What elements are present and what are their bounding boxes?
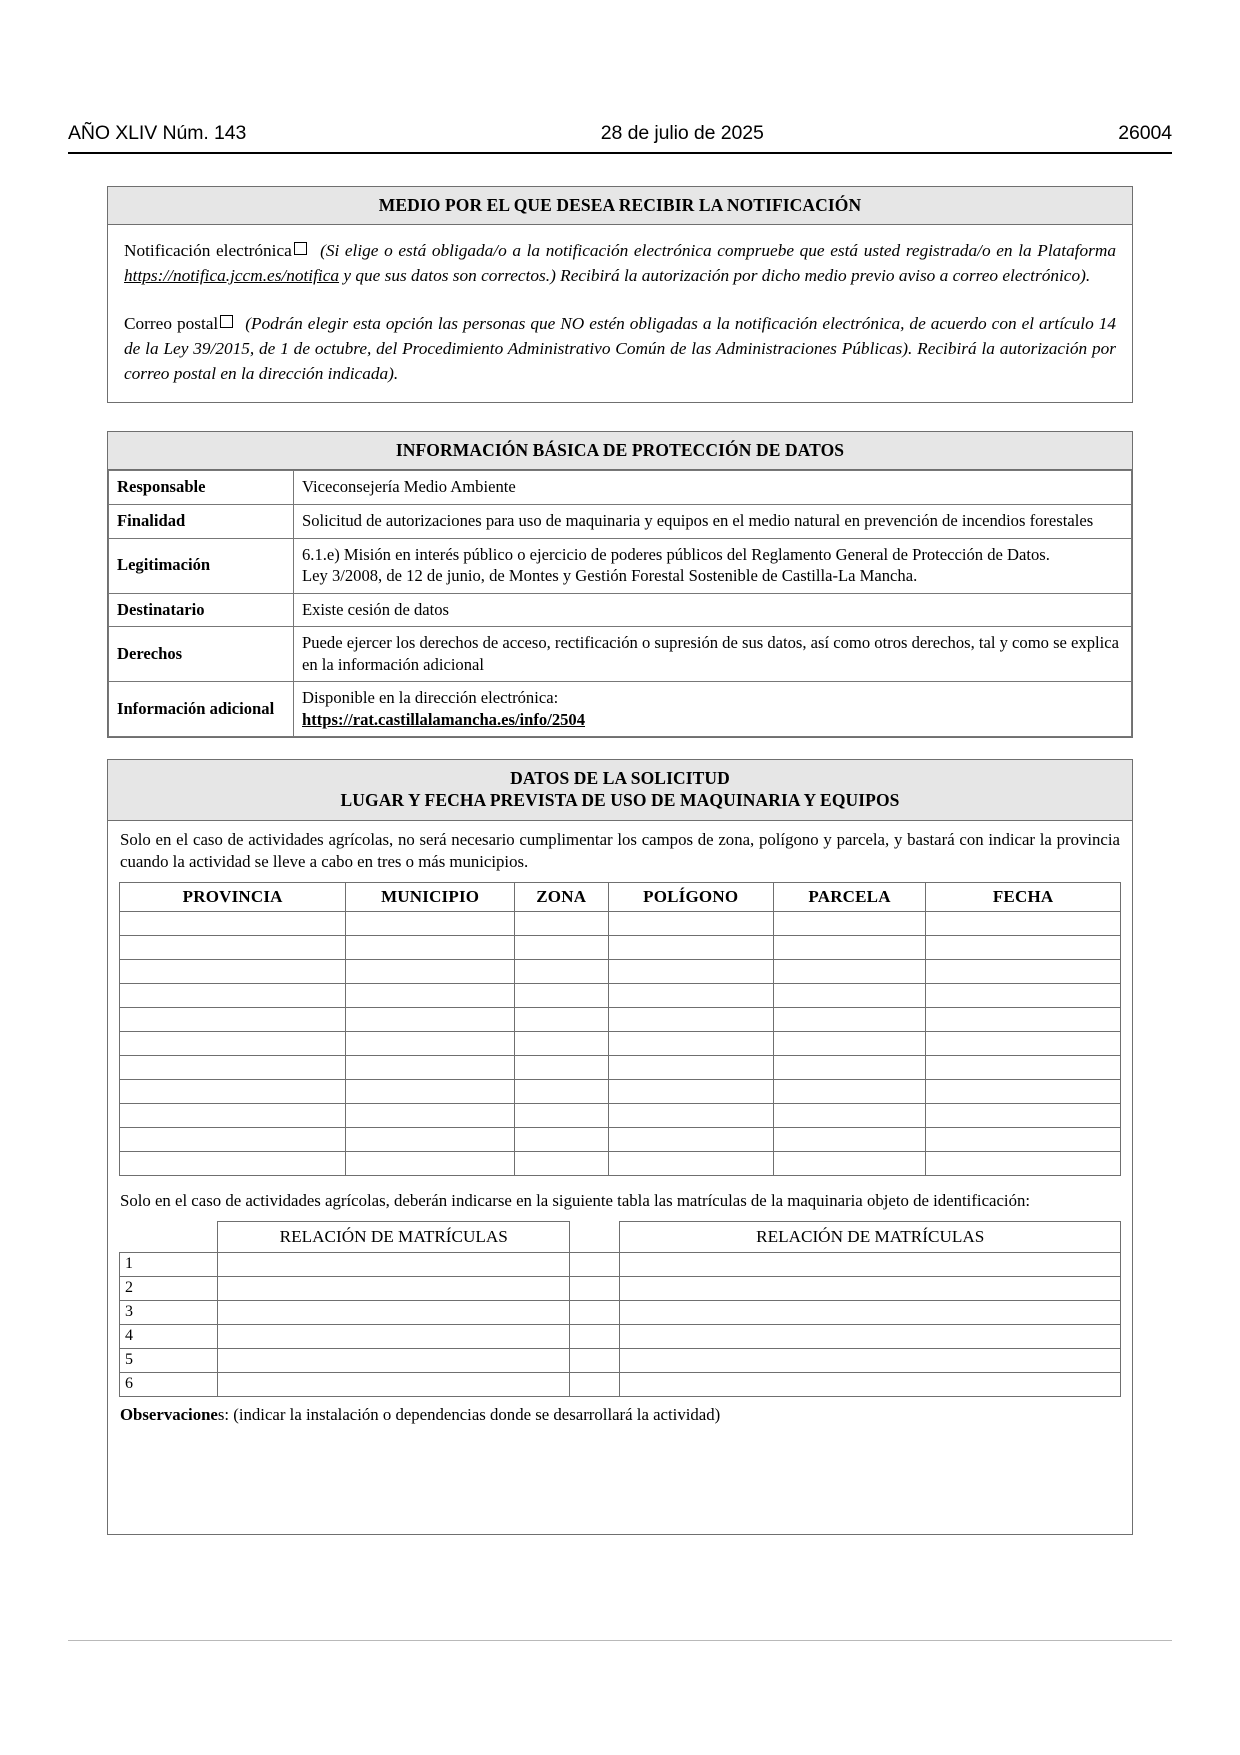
cell-fecha[interactable]	[926, 984, 1121, 1008]
cell-poligono[interactable]	[608, 984, 773, 1008]
cell-provincia[interactable]	[120, 1080, 346, 1104]
column-header-poligono: POLÍGONO	[608, 883, 773, 912]
cell-fecha[interactable]	[926, 1032, 1121, 1056]
data-protection-box	[107, 431, 1133, 738]
cell-parcela[interactable]	[773, 1104, 925, 1128]
row-key-responsable: Responsable	[109, 471, 294, 505]
cell-parcela[interactable]	[773, 936, 925, 960]
notification-option-postal	[124, 312, 1116, 386]
matricula-index-right	[570, 1276, 620, 1300]
table-row	[120, 960, 1121, 984]
notification-option-electronic	[124, 239, 1116, 288]
observaciones-label	[108, 1397, 1132, 1426]
observaciones-label-bold: Observacione	[120, 1404, 218, 1424]
table-row	[120, 1080, 1121, 1104]
agricultural-activities-note: Solo en el caso de actividades agrícolas, no será necesario cumplimentar los campos de zona, polígono y parcela, y bastará con indicar la provincia cuando la actividad se lleve a cabo en tres o más municipios.	[120, 829, 1120, 872]
table-row	[109, 593, 1132, 627]
cell-municipio[interactable]	[346, 912, 515, 936]
cell-municipio[interactable]	[346, 984, 515, 1008]
matricula-value-right[interactable]	[620, 1348, 1121, 1372]
table-row	[109, 682, 1132, 737]
cell-poligono[interactable]	[608, 1080, 773, 1104]
matricula-value-right[interactable]	[620, 1372, 1121, 1396]
value-line: Viceconsejería Medio Ambiente	[302, 477, 516, 497]
cell-parcela[interactable]	[773, 1080, 925, 1104]
matricula-index-left: 3	[120, 1300, 218, 1324]
request-data-title	[108, 760, 1132, 821]
matricula-index-left: 2	[120, 1276, 218, 1300]
matriculas-header-spacer-left	[120, 1221, 218, 1252]
additional-info-link[interactable]: https://rat.castillalamancha.es/info/2504	[302, 709, 586, 729]
matricula-value-left[interactable]	[218, 1300, 570, 1324]
row-key-finalidad: Finalidad	[109, 504, 294, 538]
gazette-year-issue: AÑO XLIV Núm. 143	[68, 122, 247, 144]
cell-provincia[interactable]	[120, 936, 346, 960]
cell-zona[interactable]	[514, 1104, 608, 1128]
value-line: 6.1.e) Misión en interés público o ejercicio de poderes públicos del Reglamento General de Protección de Datos.	[302, 544, 1050, 564]
cell-zona[interactable]	[514, 936, 608, 960]
data-protection-table	[108, 470, 1132, 737]
cell-zona[interactable]	[514, 1032, 608, 1056]
cell-zona[interactable]	[514, 960, 608, 984]
cell-parcela[interactable]	[773, 1056, 925, 1080]
row-value-responsable	[294, 471, 1132, 505]
matricula-value-left[interactable]	[218, 1252, 570, 1276]
notification-method-body	[108, 225, 1132, 402]
row-value-informacion-adicional	[294, 682, 1132, 737]
matricula-index-right	[570, 1348, 620, 1372]
row-key-informacion-adicional: Información adicional	[109, 682, 294, 737]
postal-mail-text: (Podrán elegir esta opción las personas que NO estén obligadas a la notificación electrónica, de acuerdo con el artículo 14 de la Ley 39/2015, de 1 de octubre, del Procedimiento Administrativo Común de las Administraciones Públicas). Recibirá la autorización por correo postal en la dirección indicada).	[124, 314, 1116, 383]
data-protection-title: INFORMACIÓN BÁSICA DE PROTECCIÓN DE DATOS	[108, 432, 1132, 470]
matriculas-table	[119, 1221, 1121, 1397]
matricula-value-right[interactable]	[620, 1252, 1121, 1276]
matricula-value-left[interactable]	[218, 1324, 570, 1348]
row-key-legitimacion: Legitimación	[109, 538, 294, 593]
cell-poligono[interactable]	[608, 1104, 773, 1128]
value-line: Ley 3/2008, de 12 de junio, de Montes y Gestión Forestal Sostenible de Castilla-La Mancha.	[302, 566, 918, 586]
cell-provincia[interactable]	[120, 1008, 346, 1032]
column-header-fecha: FECHA	[926, 883, 1121, 912]
cell-parcela[interactable]	[773, 1128, 925, 1152]
cell-municipio[interactable]	[346, 1056, 515, 1080]
cell-poligono[interactable]	[608, 1152, 773, 1176]
row-value-legitimacion	[294, 538, 1132, 593]
cell-fecha[interactable]	[926, 1056, 1121, 1080]
table-header-row	[120, 883, 1121, 912]
cell-parcela[interactable]	[773, 1032, 925, 1056]
cell-poligono[interactable]	[608, 960, 773, 984]
matricula-index-right	[570, 1300, 620, 1324]
matriculas-header-spacer-right	[570, 1221, 620, 1252]
cell-parcela[interactable]	[773, 984, 925, 1008]
table-row	[120, 912, 1121, 936]
table-row	[120, 936, 1121, 960]
matricula-index-left: 6	[120, 1372, 218, 1396]
table-row	[109, 538, 1132, 593]
electronic-notification-text-after-link: y que sus datos son correctos.) Recibirá la autorización por dicho medio previo aviso a correo electrónico).	[339, 265, 1091, 285]
cell-poligono[interactable]	[608, 1128, 773, 1152]
notifica-platform-link[interactable]: https://notifica.jccm.es/notifica	[124, 265, 340, 285]
electronic-notification-label: Notificación electrónica	[124, 241, 292, 261]
matricula-value-left[interactable]	[218, 1276, 570, 1300]
cell-poligono[interactable]	[608, 1056, 773, 1080]
column-header-municipio: MUNICIPIO	[346, 883, 515, 912]
cell-provincia[interactable]	[120, 1056, 346, 1080]
cell-municipio[interactable]	[346, 1080, 515, 1104]
row-value-destinatario	[294, 593, 1132, 627]
matricula-value-right[interactable]	[620, 1276, 1121, 1300]
request-data-box	[107, 759, 1133, 1535]
request-data-title-line1: DATOS DE LA SOLICITUD	[510, 768, 730, 788]
cell-provincia[interactable]	[120, 1128, 346, 1152]
cell-parcela[interactable]	[773, 1008, 925, 1032]
cell-fecha[interactable]	[926, 1104, 1121, 1128]
cell-municipio[interactable]	[346, 960, 515, 984]
cell-poligono[interactable]	[608, 1008, 773, 1032]
cell-parcela[interactable]	[773, 1152, 925, 1176]
matriculas-header-left: RELACIÓN DE MATRÍCULAS	[218, 1221, 570, 1252]
cell-poligono[interactable]	[608, 1032, 773, 1056]
table-row	[120, 1104, 1121, 1128]
header-divider-rule	[68, 152, 1172, 154]
page-number: 26004	[1118, 122, 1172, 144]
cell-fecha[interactable]	[926, 1008, 1121, 1032]
cell-zona[interactable]	[514, 984, 608, 1008]
row-key-destinatario: Destinatario	[109, 593, 294, 627]
observaciones-input-area[interactable]	[108, 1426, 1132, 1534]
postal-mail-label: Correo postal	[124, 314, 219, 334]
cell-parcela[interactable]	[773, 912, 925, 936]
matriculas-header-right: RELACIÓN DE MATRÍCULAS	[620, 1221, 1121, 1252]
cell-municipio[interactable]	[346, 1128, 515, 1152]
table-row	[120, 1276, 1121, 1300]
matricula-value-left[interactable]	[218, 1348, 570, 1372]
matricula-index-left: 5	[120, 1348, 218, 1372]
matricula-index-right	[570, 1252, 620, 1276]
cell-municipio[interactable]	[346, 1032, 515, 1056]
cell-zona[interactable]	[514, 1128, 608, 1152]
cell-provincia[interactable]	[120, 1152, 346, 1176]
column-header-zona: ZONA	[514, 883, 608, 912]
cell-fecha[interactable]	[926, 1128, 1121, 1152]
cell-fecha[interactable]	[926, 960, 1121, 984]
table-row	[120, 1032, 1121, 1056]
cell-municipio[interactable]	[346, 936, 515, 960]
row-value-finalidad	[294, 504, 1132, 538]
cell-zona[interactable]	[514, 1152, 608, 1176]
cell-municipio[interactable]	[346, 1152, 515, 1176]
table-row	[109, 627, 1132, 682]
value-line: Existe cesión de datos	[302, 599, 450, 619]
matricula-index-right	[570, 1324, 620, 1348]
footer-divider-rule	[68, 1640, 1172, 1641]
cell-fecha[interactable]	[926, 912, 1121, 936]
cell-fecha[interactable]	[926, 936, 1121, 960]
table-row	[120, 984, 1121, 1008]
matricula-value-left[interactable]	[218, 1372, 570, 1396]
observaciones-label-rest: s: (indicar la instalación o dependencias donde se desarrollará la actividad)	[217, 1404, 721, 1424]
gazette-date: 28 de julio de 2025	[600, 122, 764, 144]
table-row	[120, 1324, 1121, 1348]
cell-poligono[interactable]	[608, 936, 773, 960]
request-data-title-line2: LUGAR Y FECHA PREVISTA DE USO DE MAQUINARIA Y EQUIPOS	[340, 790, 900, 811]
table-row	[120, 1056, 1121, 1080]
notification-method-title: MEDIO POR EL QUE DESEA RECIBIR LA NOTIFICACIÓN	[108, 187, 1132, 225]
cell-zona[interactable]	[514, 1008, 608, 1032]
cell-poligono[interactable]	[608, 912, 773, 936]
cell-provincia[interactable]	[120, 960, 346, 984]
cell-zona[interactable]	[514, 912, 608, 936]
table-row	[120, 1372, 1121, 1396]
cell-municipio[interactable]	[346, 1008, 515, 1032]
cell-provincia[interactable]	[120, 1032, 346, 1056]
table-row	[120, 1300, 1121, 1324]
cell-municipio[interactable]	[346, 1104, 515, 1128]
cell-zona[interactable]	[514, 1080, 608, 1104]
cell-provincia[interactable]	[120, 912, 346, 936]
value-line: Solicitud de autorizaciones para uso de maquinaria y equipos en el medio natural en prevención de incendios forestales	[302, 510, 1094, 530]
location-date-table	[119, 882, 1121, 1176]
postal-mail-checkbox[interactable]	[220, 315, 233, 328]
cell-provincia[interactable]	[120, 984, 346, 1008]
matriculas-note: Solo en el caso de actividades agrícolas, deberán indicarse en la siguiente tabla las matrículas de la maquinaria objeto de identificación:	[120, 1191, 1031, 1211]
page-running-head	[68, 122, 1172, 145]
table-row	[120, 1152, 1121, 1176]
cell-provincia[interactable]	[120, 1104, 346, 1128]
table-row	[120, 1128, 1121, 1152]
matricula-value-right[interactable]	[620, 1324, 1121, 1348]
notification-method-box	[107, 186, 1133, 403]
cell-parcela[interactable]	[773, 960, 925, 984]
table-row	[120, 1252, 1121, 1276]
electronic-notification-text-before-link: (Si elige o está obligada/o a la notificación electrónica compruebe que está usted registrada/o en la Plataforma	[320, 241, 1116, 261]
matricula-value-right[interactable]	[620, 1300, 1121, 1324]
value-line: Disponible en la dirección electrónica:	[302, 688, 559, 708]
cell-zona[interactable]	[514, 1056, 608, 1080]
table-row	[109, 504, 1132, 538]
cell-fecha[interactable]	[926, 1152, 1121, 1176]
table-row	[109, 471, 1132, 505]
table-row	[120, 1348, 1121, 1372]
cell-fecha[interactable]	[926, 1080, 1121, 1104]
row-key-derechos: Derechos	[109, 627, 294, 682]
matricula-index-right	[570, 1372, 620, 1396]
electronic-notification-checkbox[interactable]	[294, 242, 307, 255]
table-row	[120, 1008, 1121, 1032]
column-header-parcela: PARCELA	[773, 883, 925, 912]
value-line: Puede ejercer los derechos de acceso, rectificación o supresión de sus datos, así como otros derechos, tal y como se explica en la información adicional	[302, 633, 1119, 674]
table-header-row	[120, 1221, 1121, 1252]
matricula-index-left: 4	[120, 1324, 218, 1348]
matricula-index-left: 1	[120, 1252, 218, 1276]
column-header-provincia: PROVINCIA	[120, 883, 346, 912]
row-value-derechos	[294, 627, 1132, 682]
